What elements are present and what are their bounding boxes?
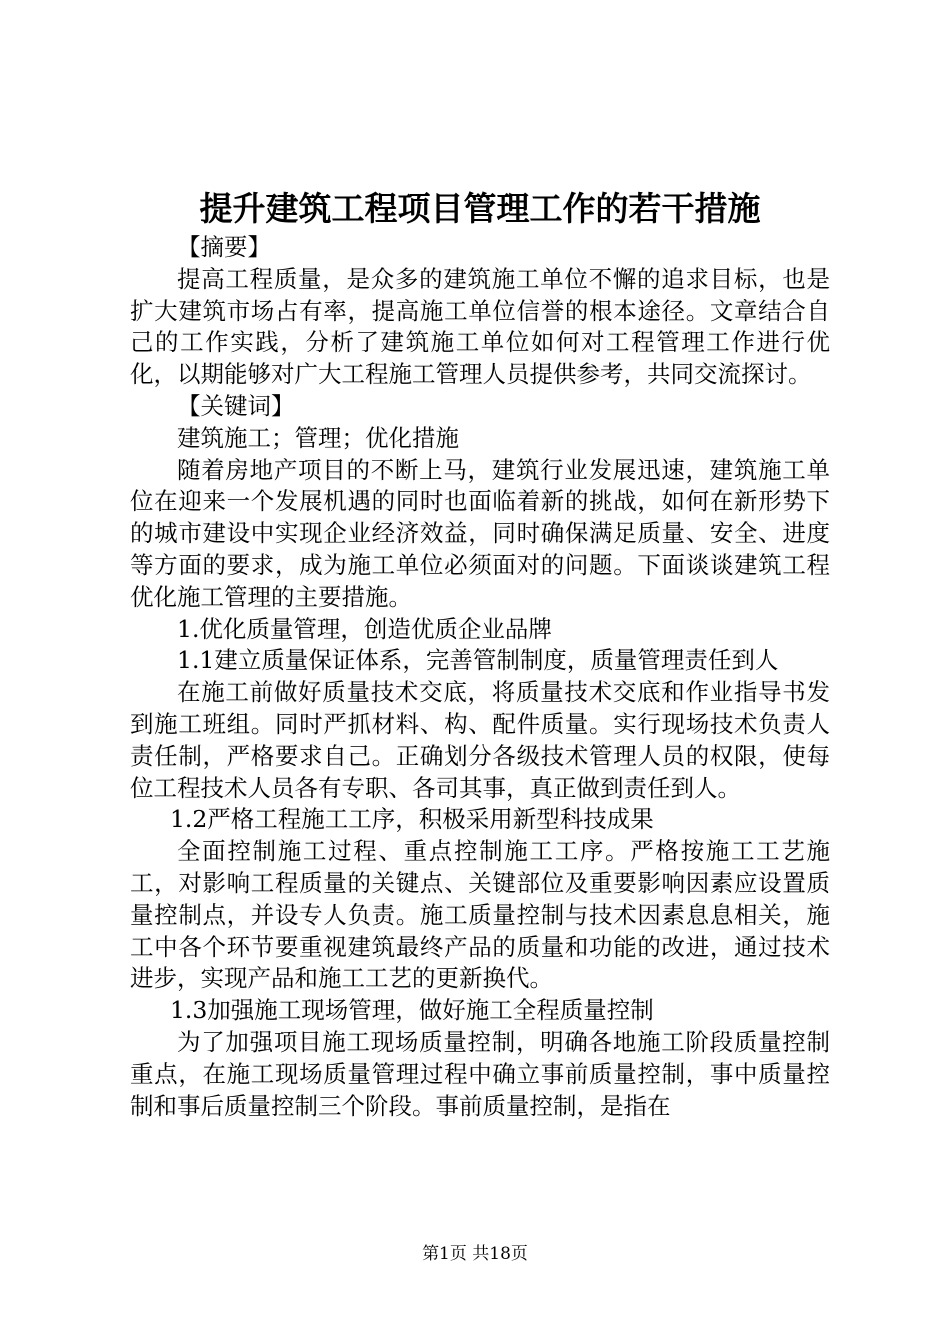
abstract-heading: 【摘要】 — [177, 233, 271, 261]
page-footer: 第1页 共18页 — [422, 1244, 528, 1264]
subsection-heading-1-3: 1.3加强施工现场管理，做好施工全程质量控制 — [169, 996, 654, 1025]
abstract-paragraph: 提高工程质量，是众多的建筑施工单位不懈的追求目标，也是扩大建筑市场占有率，提高施工单位信誉的根本途径。文章结合自己的工作实践，分析了建筑施工单位如何对工程管理工作进行优化，以期能够对广大工程施工管理人员提供参考，共同交流探讨。 — [130, 264, 830, 389]
keywords-paragraph: 建筑施工；管理；优化措施 — [177, 423, 459, 452]
keywords-heading: 【关键词】 — [177, 391, 295, 420]
subsection-heading-1-1: 1.1建立质量保证体系，完善管制制度，质量管理责任到人 — [177, 646, 779, 675]
body-paragraph: 为了加强项目施工现场质量控制，明确各地施工阶段质量控制重点，在施工现场质量管理过程中确立事前质量控制，事中质量控制和事后质量控制三个阶段。事前质量控制，是指在 — [130, 1027, 830, 1120]
body-paragraph: 在施工前做好质量技术交底，将质量技术交底和作业指导书发到施工班组。同时严抓材料、构、配件质量。实行现场技术负责人责任制，严格要求自己。正确划分各级技术管理人员的权限，使每位工程技术人员各有专职、各司其事，真正做到责任到人。 — [130, 678, 830, 802]
document-body — [130, 232, 830, 1122]
section-heading-1: 1.优化质量管理，创造优质企业品牌 — [177, 614, 552, 643]
document-title: 提升建筑工程项目管理工作的若干措施 — [199, 189, 761, 228]
subsection-heading-1-2: 1.2严格工程施工工序，积极采用新型科技成果 — [169, 805, 654, 834]
body-paragraph: 全面控制施工过程、重点控制施工工序。严格按施工工艺施工，对影响工程质量的关键点、关键部位及重要影响因素应设置质量控制点，并设专人负责。施工质量控制与技术因素息息相关，施工中各个环节要重视建筑最终产品的质量和功能的改进，通过技术进步，实现产品和施工工艺的更新换代。 — [130, 837, 830, 993]
intro-paragraph: 随着房地产项目的不断上马，建筑行业发展迅速，建筑施工单位在迎来一个发展机遇的同时也面临着新的挑战，如何在新形势下的城市建设中实现企业经济效益，同时确保满足质量、安全、进度等方面的要求，成为施工单位必须面对的问题。下面谈谈建筑工程优化施工管理的主要措施。 — [130, 455, 830, 611]
